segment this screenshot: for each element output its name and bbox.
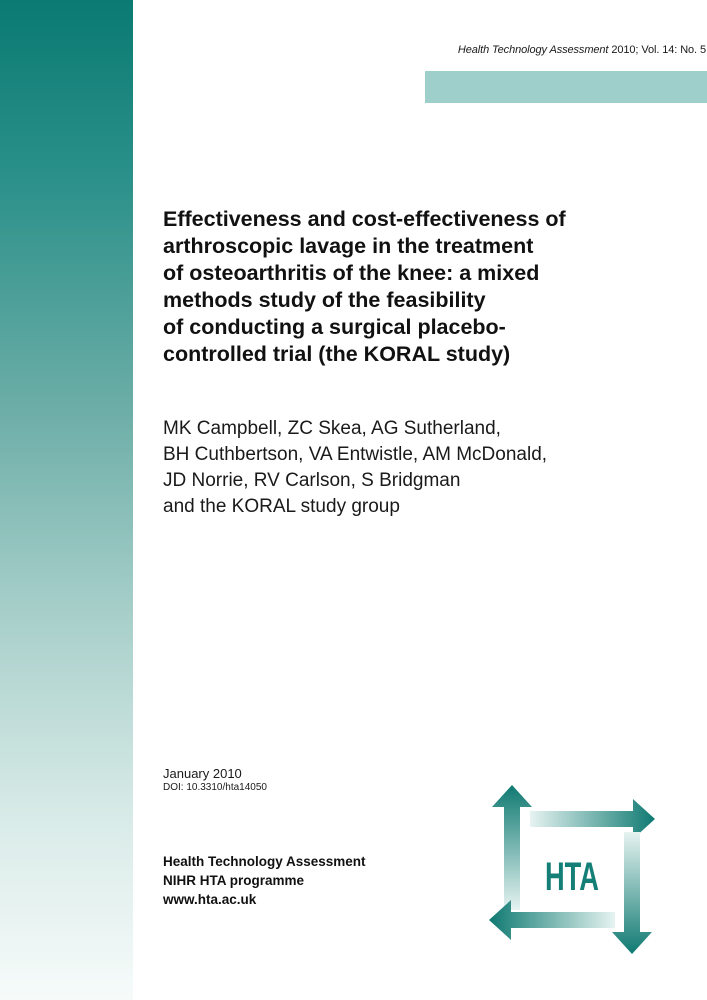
title-line: of conducting a surgical placebo- bbox=[163, 315, 506, 339]
header-accent-bar bbox=[425, 71, 707, 103]
publisher-name: Health Technology Assessment bbox=[163, 854, 366, 869]
author-line: BH Cuthbertson, VA Entwistle, AM McDonald, bbox=[163, 444, 548, 465]
title-line: controlled trial (the KORAL study) bbox=[163, 342, 511, 366]
publisher-block bbox=[163, 852, 366, 909]
programme-name: NIHR HTA programme bbox=[163, 873, 305, 888]
title-line: Effectiveness and cost-effectiveness of bbox=[163, 207, 566, 231]
title-line: of osteoarthritis of the knee: a mixed bbox=[163, 261, 540, 285]
journal-citation bbox=[410, 44, 706, 56]
author-line: JD Norrie, RV Carlson, S Bridgman bbox=[163, 470, 461, 491]
journal-issue: 2010; Vol. 14: No. 5 bbox=[611, 44, 706, 56]
author-line: MK Campbell, ZC Skea, AG Sutherland, bbox=[163, 418, 501, 439]
website-url: www.hta.ac.uk bbox=[163, 892, 257, 907]
journal-name: Health Technology Assessment bbox=[457, 44, 609, 56]
doi-text: DOI: 10.3310/hta14050 bbox=[163, 782, 267, 793]
side-color-band bbox=[0, 0, 133, 1000]
author-list bbox=[163, 416, 643, 520]
left-arrow-icon bbox=[489, 900, 615, 940]
report-title bbox=[163, 206, 643, 368]
hta-logo-text: HTA bbox=[545, 855, 599, 899]
author-line: and the KORAL study group bbox=[163, 496, 400, 517]
up-arrow-icon bbox=[492, 785, 532, 910]
down-arrow-icon bbox=[612, 832, 652, 954]
publication-date: January 2010 bbox=[163, 766, 242, 781]
hta-arrows-logo bbox=[485, 782, 660, 957]
title-line: arthroscopic lavage in the treatment bbox=[163, 234, 534, 258]
title-line: methods study of the feasibility bbox=[163, 288, 486, 312]
